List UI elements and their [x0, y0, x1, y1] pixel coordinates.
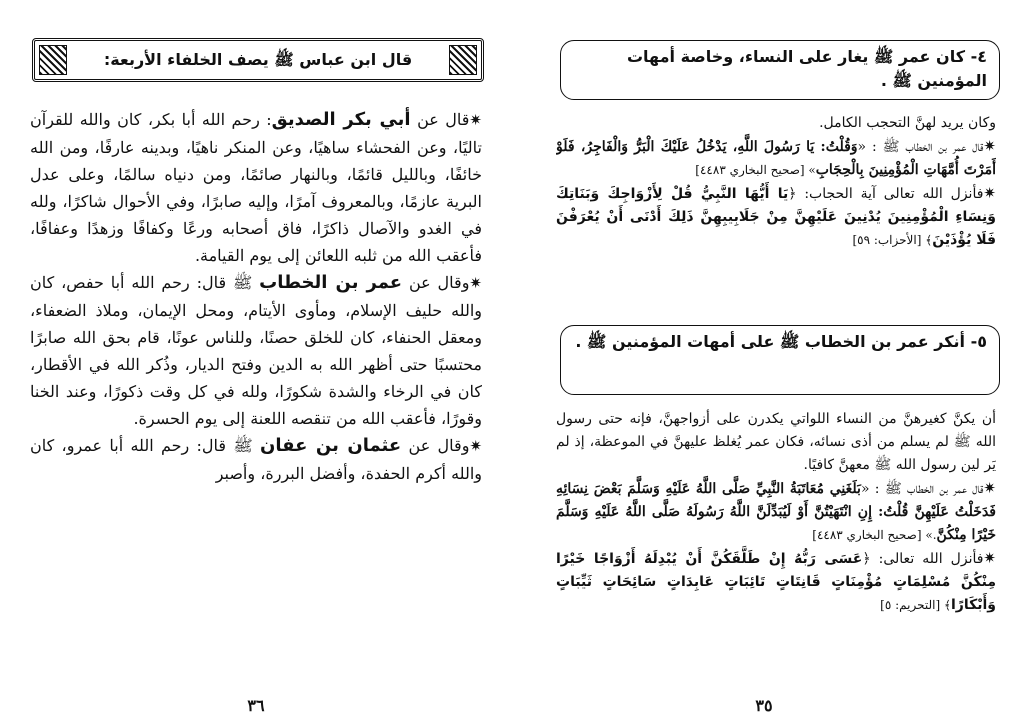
star-icon: ✷: [469, 437, 483, 455]
page-number-right: ٣٥: [755, 696, 773, 715]
right-page: [512, 0, 1024, 721]
section-5-hadith: ✷قال عمر بن الخطاب ﷺ : «بَلَغَنِي مُعَاتَبَةُ النَّبِيِّ صَلَّى اللَّهُ عَلَيْهِ وَسَلَّمَ بَعْضَ نِسَائِهِ فَدَخَلْتُ عَلَيْهِنَّ قُلْتُ: إِنِ انْتَهَيْتُنَّ أَوْ لَيُبَدِّلَنَّ اللَّهُ رَسُولَهُ صَلَّى اللَّهُ عَلَيْهِ وَسَلَّمَ خَيْرًا مِنْكُنَّ.» [صحيح البخاري ٤٤٨٣]: [556, 479, 996, 543]
left-header-title: قال ابن عباس ﷺ يصف الخلفاء الأربعة:: [103, 50, 413, 69]
name-uthman: عثمان بن عفان: [260, 435, 402, 456]
paragraph-umar: ✷وقال عن عمر بن الخطاب ﷺ قال: رحم الله أبا حفص، كان والله حليف الإسلام، ومأوى الأيتام، ومحل الإيمان، وملاذ الضعفاء، ومعقل الحنفاء، كان للخلق حصنًا، وللناس عونًا، قام بحق الله صابرًا محتسبًا حتى أظهر الله به الدين وفتح الديار، وذُكر الله في الأقطار، كان في الرخاء والشدة شكورًا، ولله في كل وقت ذكورًا، وعند الخنا وقورًا، فأعقب الله من تنقصه اللعنة إلى يوم الحسرة.: [30, 272, 482, 428]
star-icon: ✷: [469, 111, 482, 129]
section-4-verse: ✷فأنزل الله تعالى آية الحجاب: ﴿يَا أَيُّهَا النَّبِيُّ قُلْ لِأَزْوَاجِكَ وَبَنَاتِكَ وَنِسَاءِ الْمُؤْمِنِينَ يُدْنِينَ عَلَيْهِنَّ مِنْ جَلَابِيبِهِنَّ ذَلِكَ أَدْنَى أَنْ يُعْرَفْنَ فَلَا يُؤْذَيْنَ﴾ [الأحزاب: ٥٩]: [556, 184, 996, 248]
star-icon: ✷: [983, 137, 996, 155]
section-4-title: ٤- كان عمر ﷺ يغار على النساء، وخاصة أمهات المؤمنين ﷺ .: [626, 47, 987, 90]
page-number-left: ٣٦: [247, 696, 265, 715]
left-header-frame: [32, 38, 484, 82]
section-4-title-box: [560, 40, 1000, 100]
section-5-title: ٥- أنكر عمر بن الخطاب ﷺ على أمهات المؤمنين ﷺ .: [575, 332, 987, 351]
name-abu-bakr: أبي بكر الصديق: [271, 109, 411, 130]
section-5-title-box: [560, 325, 1000, 395]
section-5-body: [556, 408, 996, 670]
section-4-hadith: ✷قال عمر بن الخطاب ﷺ : «وَقُلْتُ: يَا رَسُولَ اللَّهِ، يَدْخُلُ عَلَيْكَ الْبَرُّ وَالْفَاجِرُ، فَلَوْ أَمَرْتَ أُمَّهَاتِ الْمُؤْمِنِينَ بِالْحِجَابِ» [صحيح البخاري ٤٤٨٣]: [556, 137, 996, 178]
name-umar: عمر بن الخطاب: [259, 272, 403, 293]
section-4-body: [556, 112, 996, 310]
left-body-text: [30, 106, 482, 487]
section-5-verse: ✷فأنزل الله تعالى: ﴿عَسَى رَبُّهُ إِنْ طَلَّقَكُنَّ أَنْ يُبْدِلَهُ أَزْوَاجًا خَيْرًا مِنْكُنَّ مُسْلِمَاتٍ مُؤْمِنَاتٍ قَانِتَاتٍ تَائِبَاتٍ عَابِدَاتٍ سَائِحَاتٍ ثَيِّبَاتٍ وَأَبْكَارًا﴾ [التحريم: ٥]: [556, 549, 996, 613]
star-icon: ✷: [469, 274, 482, 292]
star-icon: ✷: [983, 184, 996, 202]
section-4-intro: وكان يريد لهنَّ التحجب الكامل.: [819, 115, 996, 131]
star-icon: ✷: [983, 479, 996, 497]
star-icon: ✷: [983, 549, 996, 567]
paragraph-abu-bakr: ✷قال عن أبي بكر الصديق: رحم الله أبا بكر، كان والله للقرآن تاليًا، وعن الفحشاء ساهيًا، وعن المنكر ناهيًا، وبدينه عارفًا، ومن الله خائفًا، وبالليل قائمًا، وبالنهار صائمًا، ومن دنياه سالمًا، وعلى عدل البرية عازمًا، وبالمعروف آمرًا، وإليه صابرًا، وفي الأحوال شاكرًا، ولله في الغدو والآصال ذاكرًا، فاق أصحابه ورعًا وكفافًا وزهدًا وعفافًا، فأعقب الله من ثلبه اللعائن إلى يوم القيامة.: [30, 109, 482, 265]
section-5-intro: أن يكنَّ كغيرهنَّ من النساء اللواتي يكدرن على أزواجهنَّ، فإنه حتى رسول الله ﷺ لم يسلم من أذى نسائه، فكان عمر يُغلظ عليهنَّ في الموعظة، إذ لم يَر لين رسول الله ﷺ معهنَّ كافيًا.: [556, 411, 996, 473]
paragraph-uthman: ✷وقال عن عثمان بن عفان ﷺ قال: رحم الله أبا عمرو، كان والله أكرم الحفدة، وأفضل البررة، وأصبر: [30, 435, 483, 483]
